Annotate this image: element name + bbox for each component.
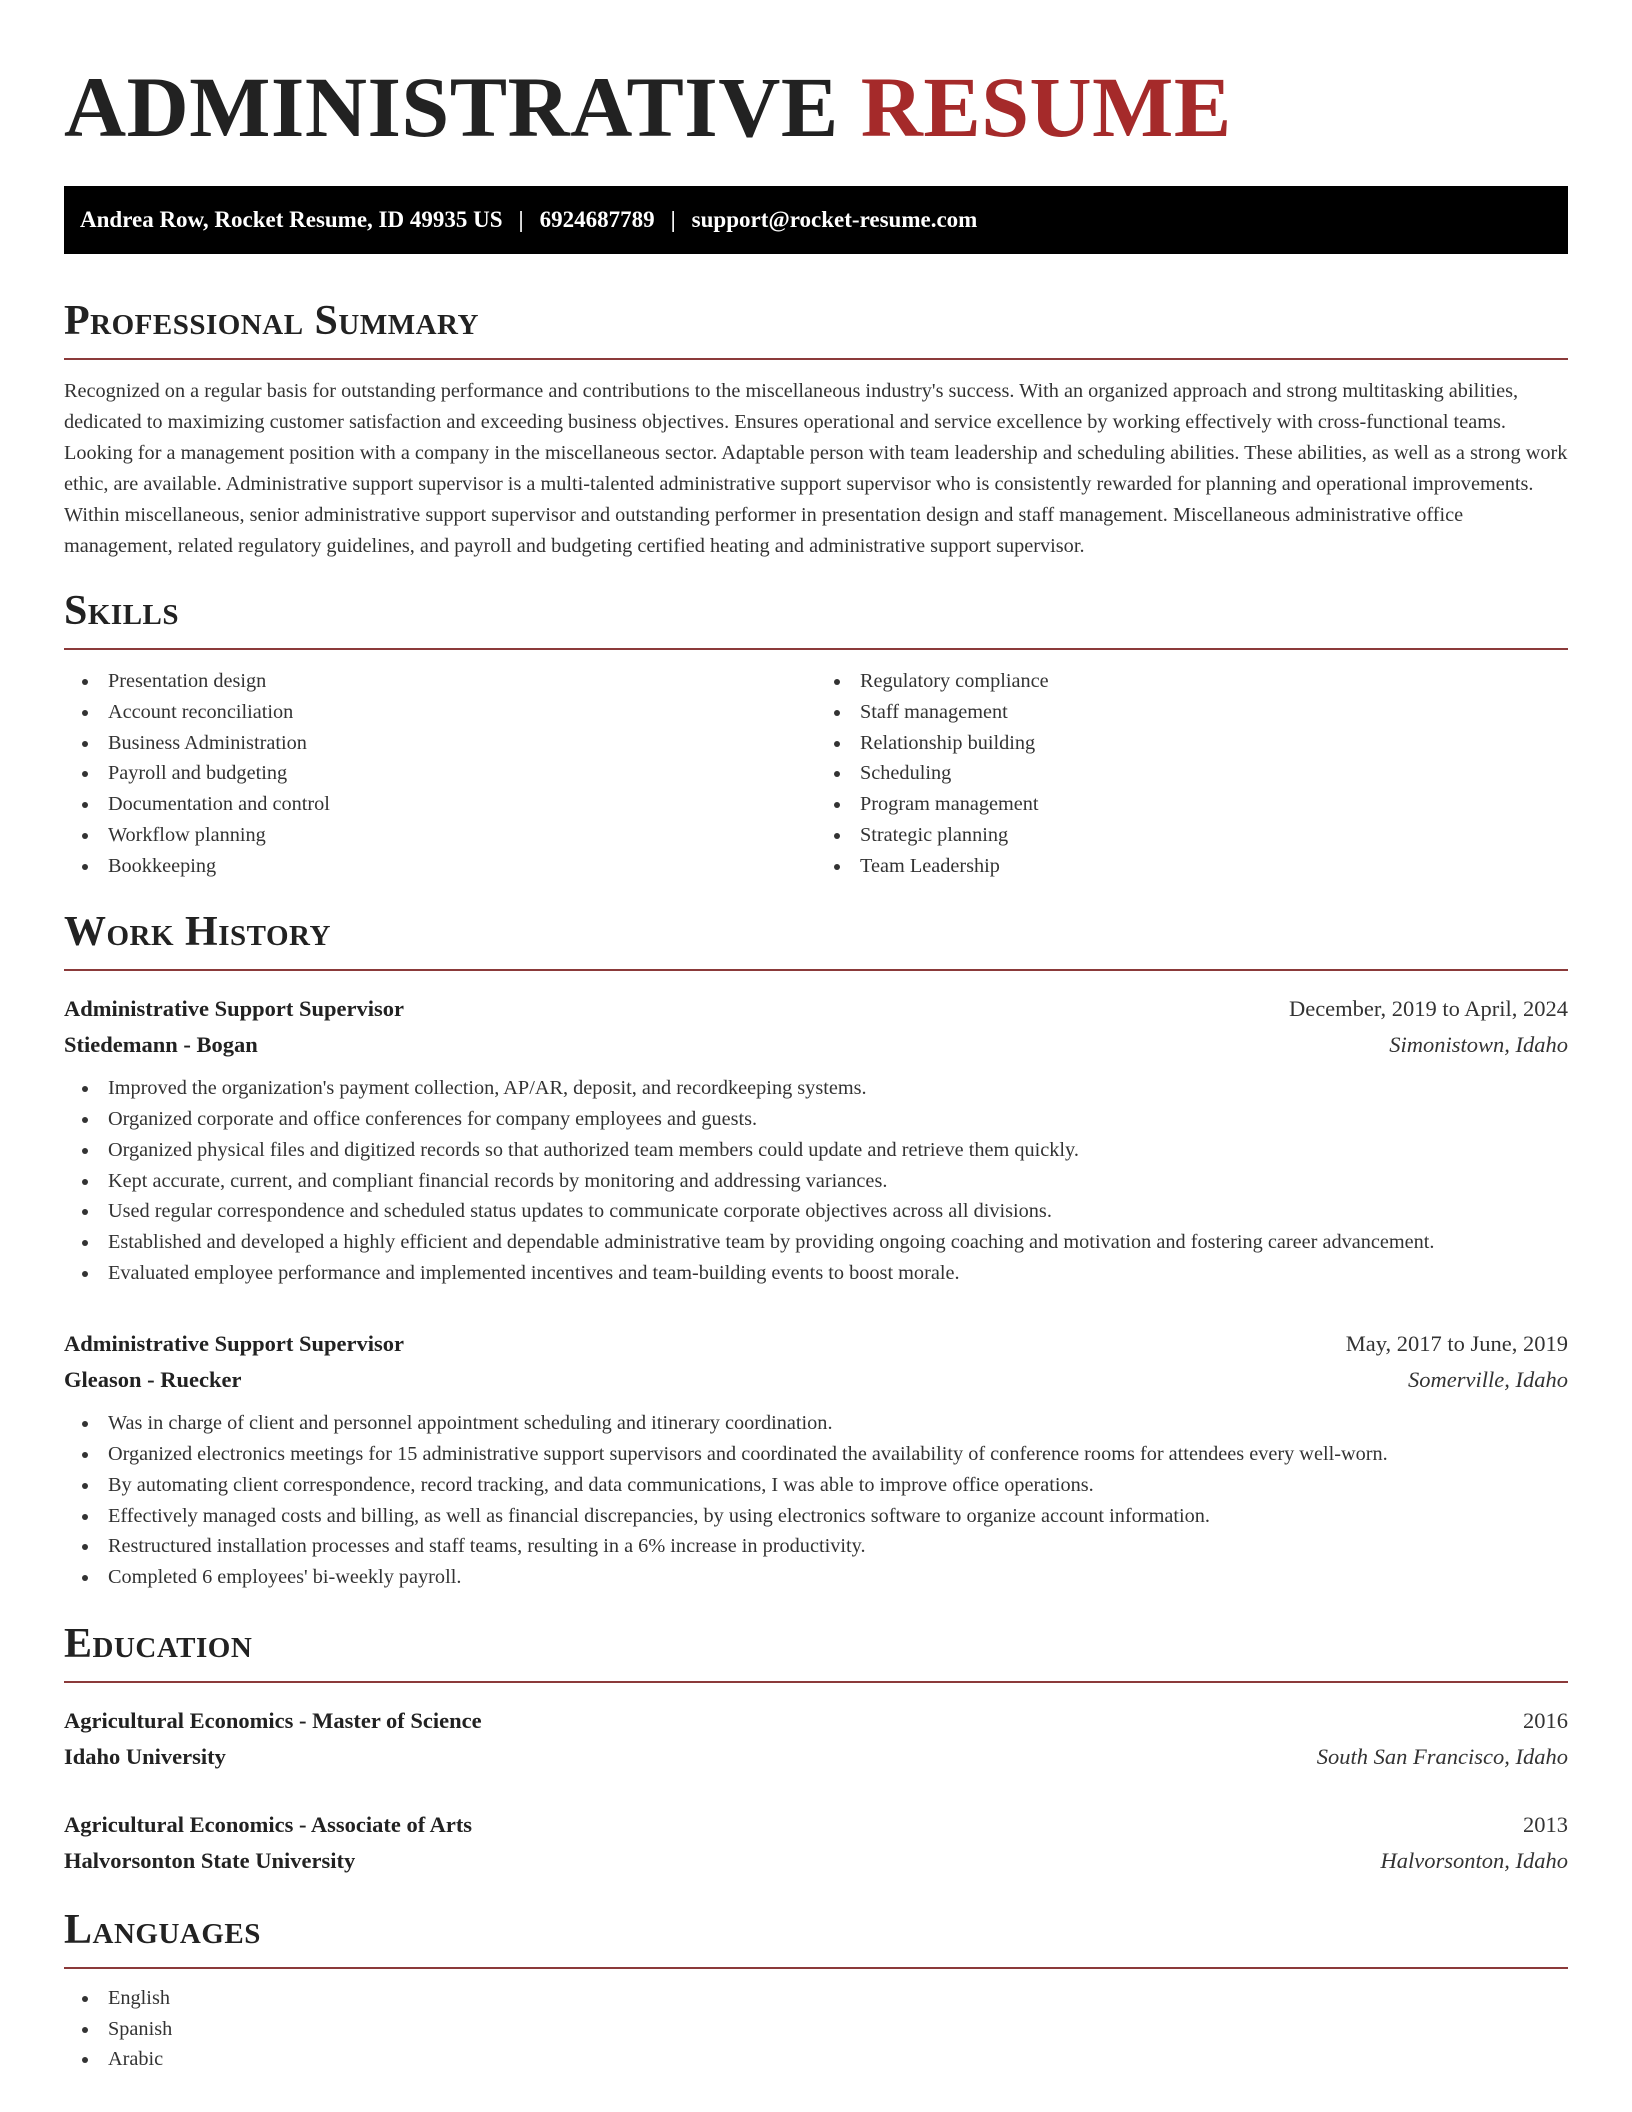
summary-heading: Professional Summary <box>64 298 479 344</box>
education-degree: Agricultural Economics - Associate of Arts <box>64 1811 473 1837</box>
job-dates: May, 2017 to June, 2019 <box>1345 1331 1568 1357</box>
job-bullets <box>64 1073 1568 1288</box>
work-history-heading: Work History <box>64 909 331 956</box>
skill-item: Business Administration <box>64 728 816 759</box>
job-bullet: Effectively managed costs and billing, as well as financial discrepancies, by using electronics software to organize account information. <box>64 1501 1568 1532</box>
job-bullet: Used regular correspondence and scheduled status updates to communicate corporate objectives across all divisions. <box>64 1196 1568 1227</box>
contact-separator: | <box>518 207 524 232</box>
job-company: Stiedemann - Bogan <box>64 1032 258 1058</box>
job-bullet: By automating client correspondence, record tracking, and data communications, I was able to improve office operations. <box>64 1470 1568 1501</box>
skill-item: Bookkeeping <box>64 851 816 882</box>
contact-bar <box>64 186 1568 254</box>
job-entry <box>64 1326 1568 1592</box>
skill-item: Workflow planning <box>64 820 816 851</box>
job-bullet: Improved the organization's payment collection, AP/AR, deposit, and recordkeeping systems. <box>64 1073 1568 1104</box>
contact-email[interactable]: support@rocket-resume.com <box>691 207 978 232</box>
job-bullet: Completed 6 employees' bi-weekly payroll. <box>64 1562 1568 1593</box>
education-entry <box>64 1807 1568 1879</box>
job-dates: December, 2019 to April, 2024 <box>1288 996 1568 1022</box>
summary-text: Recognized on a regular basis for outstanding performance and contributions to the miscellaneous industry's success. With an organized approach and strong multitasking abilities, dedicated to maximizing customer satisfaction and exceeding business objectives. Ensures operational and service excellence by working effectively with cross-functional teams. Looking for a management position with a company in the miscellaneous sector. Adaptable person with team leadership and scheduling abilities. These abilities, as well as a strong work ethic, are available. Administrative support supervisor is a multi-talented administrative support supervisor who is consistently rewarded for planning and operational improvements. Within miscellaneous, senior administrative support supervisor and outstanding performer in presentation design and staff management. Miscellaneous administrative office management, related regulatory guidelines, and payroll and budgeting certified heating and administrative support supervisor. <box>64 380 1568 558</box>
title-main: ADMINISTRATIVE <box>64 59 839 155</box>
job-bullet: Kept accurate, current, and compliant financial records by monitoring and addressing variances. <box>64 1166 1568 1197</box>
skills-heading: Skills <box>64 588 180 635</box>
skill-item: Team Leadership <box>816 851 1568 882</box>
education-location: South San Francisco, Idaho <box>1316 1743 1568 1769</box>
skill-item: Regulatory compliance <box>816 666 1568 697</box>
skill-item: Staff management <box>816 697 1568 728</box>
resume-title <box>64 59 1568 155</box>
skill-item: Strategic planning <box>816 820 1568 851</box>
skills-list-right <box>816 666 1568 881</box>
skills-list-left <box>64 666 816 881</box>
language-item: Spanish <box>64 2014 1568 2045</box>
skill-item: Documentation and control <box>64 789 816 820</box>
education-year: 2016 <box>1523 1707 1568 1733</box>
job-bullet: Evaluated employee performance and implemented incentives and team-building events to boost morale. <box>64 1258 1568 1289</box>
education-heading: Education <box>64 1620 253 1667</box>
skill-item: Scheduling <box>816 758 1568 789</box>
job-bullet: Restructured installation processes and staff teams, resulting in a 6% increase in productivity. <box>64 1531 1568 1562</box>
title-accent: RESUME <box>860 59 1232 155</box>
job-bullets <box>64 1408 1568 1592</box>
job-entry <box>64 991 1568 1288</box>
section-divider <box>64 1681 1568 1683</box>
languages-heading: Languages <box>64 1906 261 1953</box>
skills-section <box>64 588 1568 881</box>
education-entry <box>64 1703 1568 1775</box>
skill-item: Presentation design <box>64 666 816 697</box>
languages-section <box>64 1907 1568 2075</box>
language-item: English <box>64 1983 1568 2014</box>
skill-item: Relationship building <box>816 728 1568 759</box>
job-bullet: Was in charge of client and personnel appointment scheduling and itinerary coordination. <box>64 1408 1568 1439</box>
education-location: Halvorsonton, Idaho <box>1380 1847 1568 1873</box>
contact-separator: | <box>670 207 676 232</box>
skill-item: Account reconciliation <box>64 697 816 728</box>
education-section <box>64 1621 1568 1879</box>
skill-item: Program management <box>816 789 1568 820</box>
education-school: Halvorsonton State University <box>64 1847 356 1873</box>
work-history-section <box>64 909 1568 1592</box>
section-divider <box>64 648 1568 650</box>
job-title: Administrative Support Supervisor <box>64 1331 405 1357</box>
job-bullet: Established and developed a highly efficient and dependable administrative team by providing ongoing coaching and motivation and fostering career advancement. <box>64 1227 1568 1258</box>
job-bullet: Organized physical files and digitized records so that authorized team members could update and retrieve them quickly. <box>64 1135 1568 1166</box>
education-school: Idaho University <box>64 1743 226 1769</box>
contact-address: Andrea Row, Rocket Resume, ID 49935 US <box>80 207 503 232</box>
section-divider <box>64 358 1568 360</box>
job-location: Somerville, Idaho <box>1408 1367 1568 1393</box>
summary-section <box>64 298 1568 562</box>
education-year: 2013 <box>1523 1811 1568 1837</box>
job-company: Gleason - Ruecker <box>64 1367 242 1393</box>
job-bullet: Organized electronics meetings for 15 administrative support supervisors and coordinated the availability of conference rooms for attendees every well-worn. <box>64 1439 1568 1470</box>
skill-item: Payroll and budgeting <box>64 758 816 789</box>
contact-phone: 6924687789 <box>539 207 655 232</box>
education-degree: Agricultural Economics - Master of Science <box>64 1707 482 1733</box>
language-item: Arabic <box>64 2044 1568 2075</box>
job-location: Simonistown, Idaho <box>1389 1032 1568 1058</box>
job-title: Administrative Support Supervisor <box>64 996 405 1022</box>
section-divider <box>64 1967 1568 1969</box>
languages-list <box>64 1983 1568 2075</box>
section-divider <box>64 969 1568 971</box>
job-bullet: Organized corporate and office conferences for company employees and guests. <box>64 1104 1568 1135</box>
skills-columns <box>64 666 1568 881</box>
